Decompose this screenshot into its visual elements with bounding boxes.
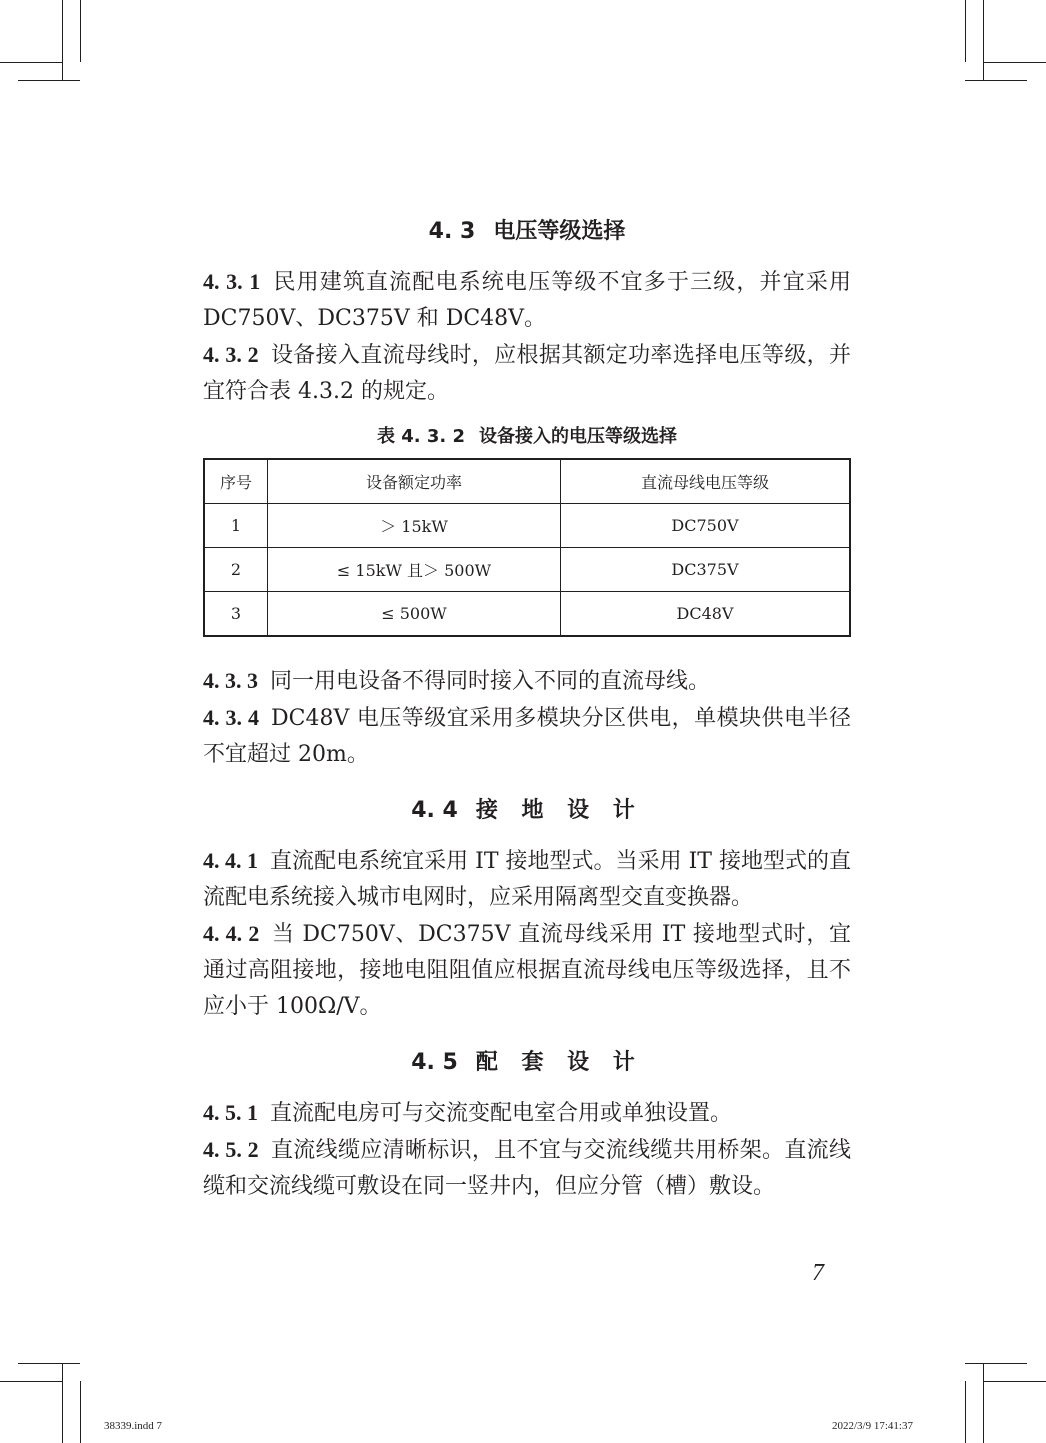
clause-4-5-1: 4. 5. 1 直流配电房可与交流变配电室合用或单独设置。 — [203, 1100, 733, 1126]
table-header: 序号 — [204, 459, 268, 504]
section-title: 电压等级选择 — [493, 219, 626, 244]
table-header: 直流母线电压等级 — [561, 459, 851, 504]
table-cell: ＞ 15kW — [268, 504, 561, 548]
clause-4-3-4: 4. 3. 4 DC48V 电压等级宜采用多模块分区供电，单模块供电半径不宜超过 20m。 — [203, 705, 852, 767]
table-cell: ≤ 500W — [268, 592, 561, 637]
table-row — [204, 592, 850, 637]
section-title: 配 套 设 计 — [475, 1050, 643, 1075]
section-title: 接 地 设 计 — [475, 798, 643, 823]
section-number: 4. 3 — [428, 219, 476, 244]
table-header: 设备额定功率 — [268, 459, 561, 504]
page-content — [203, 212, 851, 1205]
table-row — [204, 504, 850, 548]
section-heading-4-3 — [203, 212, 851, 252]
section-heading-4-4 — [203, 791, 851, 831]
voltage-table — [203, 458, 851, 637]
clause-4-5-2: 4. 5. 2 直流线缆应清晰标识，且不宜与交流线缆共用桥架。直流线缆和交流线缆可敷设在同一竖井内，但应分管（槽）敷设。 — [203, 1137, 852, 1199]
table-cell: ≤ 15kW 且＞ 500W — [268, 548, 561, 592]
table-row — [204, 548, 850, 592]
clause-4-4-2: 4. 4. 2 当 DC750V、DC375V 直流母线采用 IT 接地型式时，宜通过高阻接地，接地电阻阻值应根据直流母线电压等级选择，且不应小于 100Ω/V。 — [203, 921, 851, 1019]
table-caption: 表 4. 3. 2 设备接入的电压等级选择 — [376, 426, 678, 447]
clause-4-3-2: 4. 3. 2 设备接入直流母线时，应根据其额定功率选择电压等级，并宜符合表 4.3.2 的规定。 — [203, 342, 852, 404]
clause-4-3-3: 4. 3. 3 同一用电设备不得同时接入不同的直流母线。 — [203, 668, 711, 694]
clause-4-4-1: 4. 4. 1 直流配电系统宜采用 IT 接地型式。当采用 IT 接地型式的直流配电系统接入城市电网时，应采用隔离型交直变换器。 — [203, 848, 852, 910]
slug-timestamp: 2022/3/9 17:41:37 — [832, 1420, 913, 1432]
table-header-row — [204, 459, 850, 504]
table-cell: DC750V — [561, 504, 851, 548]
table-cell: DC375V — [561, 548, 851, 592]
clause-4-3-1: 4. 3. 1 民用建筑直流配电系统电压等级不宜多于三级，并宜采用 DC750V、DC375V 和 DC48V。 — [203, 269, 851, 331]
section-heading-4-5 — [203, 1043, 851, 1083]
table-cell: 1 — [204, 504, 268, 548]
table-cell: DC48V — [561, 592, 851, 637]
section-number: 4. 4 — [411, 798, 458, 823]
page-number: 7 — [812, 1260, 824, 1286]
slug-filename: 38339.indd 7 — [104, 1420, 163, 1432]
table-cell: 3 — [204, 592, 268, 637]
section-number: 4. 5 — [411, 1050, 458, 1075]
table-cell: 2 — [204, 548, 268, 592]
